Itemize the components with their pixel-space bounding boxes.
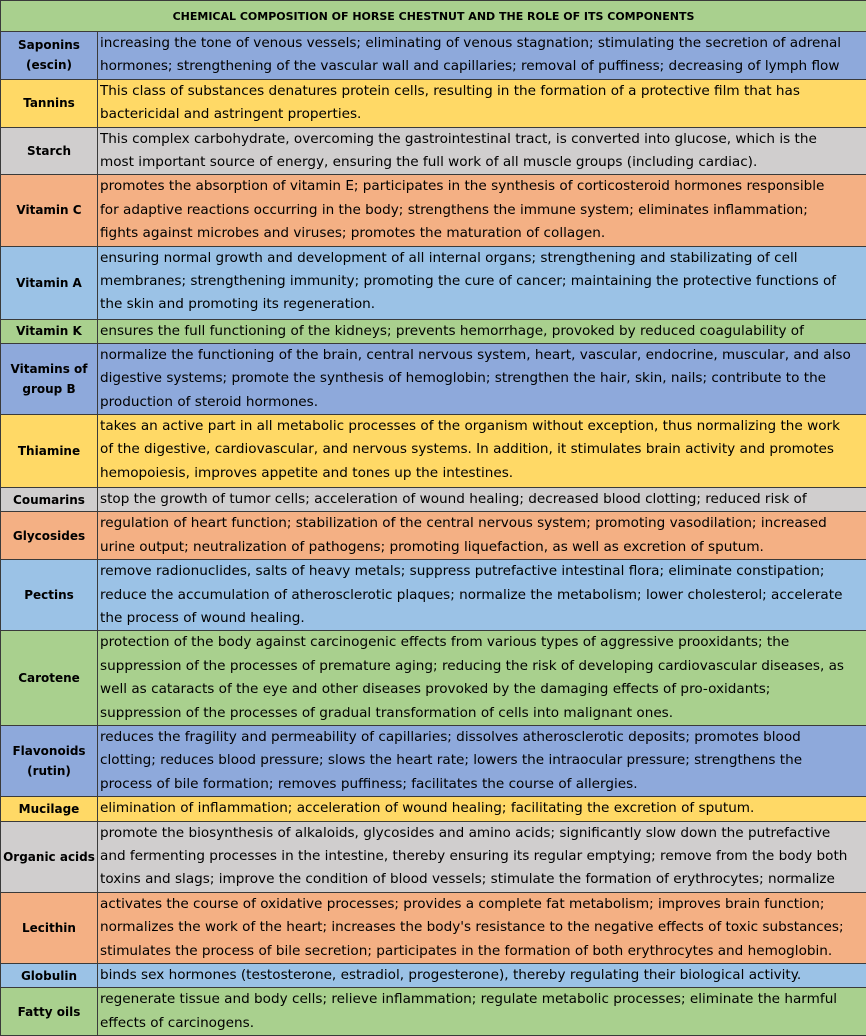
role-text-line: normalizes the work of the heart; increases the body's resistance to the negative effects of toxic substances;	[100, 916, 866, 939]
component-name-line: Pectins	[24, 588, 74, 602]
component-name-line: Organic acids	[3, 850, 95, 864]
component-role	[98, 32, 866, 80]
component-name	[1, 32, 98, 80]
table-row	[1, 319, 866, 343]
role-text-line: most important source of energy, ensuring the full work of all muscle groups (including cardiac).	[100, 151, 866, 174]
component-name-line: Mucilage	[19, 802, 80, 816]
table-row	[1, 415, 866, 488]
component-name	[1, 343, 98, 414]
component-name	[1, 560, 98, 631]
role-text-line: stimulates the process of bile secretion; participates in the formation of both erythrocytes and hemoglobin.	[100, 940, 866, 963]
table-row	[1, 32, 866, 80]
component-name	[1, 631, 98, 726]
role-text-line: fights against microbes and viruses; promotes the maturation of collagen.	[100, 222, 866, 245]
table-row	[1, 892, 866, 963]
component-name-line: group B	[22, 382, 75, 396]
component-role	[98, 246, 866, 319]
component-name-line: Flavonoids	[12, 744, 85, 758]
component-role	[98, 797, 866, 821]
role-text-line: hormones; strengthening of the vascular wall and capillaries; removal of puffiness; decreasing of lymph flow	[100, 55, 866, 78]
table-row	[1, 79, 866, 127]
component-name	[1, 821, 98, 892]
table-row	[1, 821, 866, 892]
role-text-line: regulation of heart function; stabilization of the central nervous system; promoting vasodilation; increased	[100, 512, 866, 535]
role-text-line: hemopoiesis, improves appetite and tones up the intestines.	[100, 462, 866, 485]
component-name	[1, 988, 98, 1036]
component-name-line: Vitamins of	[11, 362, 88, 376]
role-text-line: for adaptive reactions occurring in the body; strengthens the immune system; eliminates inflammation;	[100, 199, 866, 222]
component-name-line: Fatty oils	[18, 1005, 81, 1019]
component-role	[98, 892, 866, 963]
role-text-line: suppression of the processes of gradual transformation of cells into malignant ones.	[100, 702, 866, 725]
component-name-line: Starch	[27, 144, 71, 158]
component-name	[1, 963, 98, 987]
component-role	[98, 319, 866, 343]
role-text-line: effects of carcinogens.	[100, 1012, 866, 1035]
component-role	[98, 725, 866, 796]
component-name-line: (escin)	[26, 58, 72, 72]
table-row	[1, 988, 866, 1036]
component-name-line: Vitamin C	[16, 203, 81, 217]
role-text-line: urine output; neutralization of pathogens; promoting liquefaction, as well as excretion of sputum.	[100, 536, 866, 559]
table-row	[1, 797, 866, 821]
component-role	[98, 175, 866, 246]
role-text-line: takes an active part in all metabolic processes of the organism without exception, thus normalizing the work	[100, 415, 866, 438]
component-role	[98, 821, 866, 892]
component-name	[1, 79, 98, 127]
component-role	[98, 415, 866, 488]
role-text-line: elimination of inflammation; acceleration of wound healing; facilitating the excretion of sputum.	[100, 797, 866, 820]
role-text-line: binds sex hormones (testosterone, estradiol, progesterone), thereby regulating their biological activity.	[100, 964, 866, 987]
role-text-line: production of steroid hormones.	[100, 391, 866, 414]
table-row	[1, 246, 866, 319]
component-name	[1, 892, 98, 963]
component-name	[1, 488, 98, 512]
component-name	[1, 415, 98, 488]
component-role	[98, 631, 866, 726]
component-name	[1, 175, 98, 246]
component-role	[98, 963, 866, 987]
role-text-line: This complex carbohydrate, overcoming the gastrointestinal tract, is converted into glucose, which is the	[100, 128, 866, 151]
component-name	[1, 725, 98, 796]
role-text-line: digestive systems; promote the synthesis of hemoglobin; strengthen the hair, skin, nails; contribute to the	[100, 367, 866, 390]
role-text-line: suppression of the processes of premature aging; reducing the risk of developing cardiovascular diseases, as	[100, 655, 866, 678]
role-text-line: membranes; strengthening immunity; promoting the cure of cancer; maintaining the protective functions of	[100, 270, 866, 293]
role-text-line: protection of the body against carcinogenic effects from various types of aggressive prooxidants; the	[100, 631, 866, 654]
table-row	[1, 560, 866, 631]
role-text-line: toxins and slags; improve the condition of blood vessels; stimulate the formation of erythrocytes; normalize	[100, 868, 866, 891]
table-body	[1, 32, 866, 1036]
role-text-line: the skin and promoting its regeneration.	[100, 293, 866, 316]
role-text-line: regenerate tissue and body cells; relieve inflammation; regulate metabolic processes; eliminate the harmful	[100, 988, 866, 1011]
component-role	[98, 343, 866, 414]
role-text-line: bactericidal and astringent properties.	[100, 103, 866, 126]
table-row	[1, 488, 866, 512]
component-role	[98, 79, 866, 127]
component-name	[1, 319, 98, 343]
component-role	[98, 512, 866, 560]
table-row	[1, 175, 866, 246]
role-text-line: reduces the fragility and permeability of capillaries; dissolves atherosclerotic deposits; promotes blood	[100, 726, 866, 749]
role-text-line: and fermenting processes in the intestine, thereby ensuring its regular emptying; remove from the body both	[100, 845, 866, 868]
table-row	[1, 631, 866, 726]
component-role	[98, 488, 866, 512]
component-name-line: Tannins	[23, 96, 75, 110]
role-text-line: activates the course of oxidative processes; provides a complete fat metabolism; improves brain function;	[100, 893, 866, 916]
role-text-line: process of bile formation; removes puffiness; facilitates the course of allergies.	[100, 773, 866, 796]
component-name-line: Vitamin A	[16, 276, 82, 290]
role-text-line: This class of substances denatures protein cells, resulting in the formation of a protective film that has	[100, 80, 866, 103]
role-text-line: increasing the tone of venous vessels; eliminating of venous stagnation; stimulating the secretion of adrenal	[100, 32, 866, 55]
table-row	[1, 343, 866, 414]
component-name-line: Vitamin K	[16, 324, 82, 338]
role-text-line: ensures the full functioning of the kidneys; prevents hemorrhage, provoked by reduced coagulability of	[100, 320, 866, 343]
role-text-line: normalize the functioning of the brain, central nervous system, heart, vascular, endocrine, muscular, and also	[100, 344, 866, 367]
role-text-line: remove radionuclides, salts of heavy metals; suppress putrefactive intestinal flora; eliminate constipation;	[100, 560, 866, 583]
component-name-line: Coumarins	[13, 493, 85, 507]
role-text-line: of the digestive, cardiovascular, and nervous systems. In addition, it stimulates brain activity and promotes	[100, 438, 866, 461]
component-name-line: (rutin)	[27, 764, 71, 778]
component-name	[1, 797, 98, 821]
role-text-line: promote the biosynthesis of alkaloids, glycosides and amino acids; significantly slow down the putrefactive	[100, 822, 866, 845]
role-text-line: ensuring normal growth and development of all internal organs; strengthening and stabilizating of cell	[100, 247, 866, 270]
component-name-line: Globulin	[21, 969, 77, 983]
component-name-line: Lecithin	[22, 921, 76, 935]
role-text-line: clotting; reduces blood pressure; slows the heart rate; lowers the intraocular pressure; strengthens the	[100, 749, 866, 772]
title-row	[1, 1, 866, 32]
role-text-line: stop the growth of tumor cells; acceleration of wound healing; decreased blood clotting; reduced risk of	[100, 488, 866, 511]
table-row	[1, 127, 866, 175]
component-name	[1, 512, 98, 560]
component-name	[1, 246, 98, 319]
role-text-line: promotes the absorption of vitamin E; participates in the synthesis of corticosteroid hormones responsible	[100, 175, 866, 198]
table-row	[1, 512, 866, 560]
component-role	[98, 560, 866, 631]
table-row	[1, 725, 866, 796]
component-role	[98, 127, 866, 175]
component-role	[98, 988, 866, 1036]
table-row	[1, 963, 866, 987]
role-text-line: well as cataracts of the eye and other diseases provoked by the damaging effects of pro-oxidants;	[100, 678, 866, 701]
component-name-line: Thiamine	[18, 444, 80, 458]
role-text-line: reduce the accumulation of atherosclerotic plaques; normalize the metabolism; lower cholesterol; accelerate	[100, 584, 866, 607]
table-title: CHEMICAL COMPOSITION OF HORSE CHESTNUT AND THE ROLE OF ITS COMPONENTS	[1, 1, 866, 32]
component-name	[1, 127, 98, 175]
role-text-line: the process of wound healing.	[100, 607, 866, 630]
component-name-line: Carotene	[18, 671, 80, 685]
component-name-line: Saponins	[18, 38, 80, 52]
component-name-line: Glycosides	[13, 529, 85, 543]
